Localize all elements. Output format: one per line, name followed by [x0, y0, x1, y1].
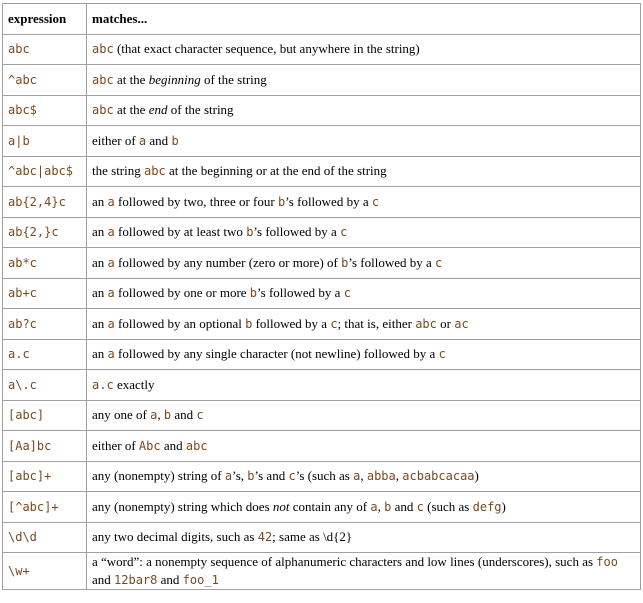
table-row	[3, 522, 641, 553]
header-expression: expression	[3, 4, 87, 35]
description-text: any (nonempty) string which does	[92, 498, 273, 514]
description-text: ’s followed by a	[348, 254, 435, 270]
regex-expression: [^abc]+	[8, 499, 59, 514]
description-text: (such as	[423, 498, 473, 514]
regex-expression: ^abc|abc$	[8, 164, 74, 179]
code-fragment: c	[288, 469, 296, 484]
matches-cell	[87, 126, 641, 157]
table-row	[3, 95, 641, 126]
description-text: an	[92, 315, 108, 331]
table-row	[3, 248, 641, 279]
code-fragment: c	[340, 225, 348, 240]
code-fragment: 12bar8	[114, 573, 158, 587]
code-fragment: b	[245, 316, 253, 331]
matches-cell	[87, 400, 641, 431]
table-row	[3, 309, 641, 340]
table-row	[3, 34, 641, 65]
table-row	[3, 553, 641, 590]
description-text: )	[474, 468, 479, 484]
regex-expression: abc$	[8, 103, 37, 118]
description-text: any two decimal digits, such as	[92, 529, 258, 545]
regex-expression: [abc]+	[8, 469, 52, 484]
emphasis-text: beginning	[148, 71, 201, 87]
table-row	[3, 400, 641, 431]
table-row	[3, 461, 641, 492]
expression-cell	[3, 278, 87, 309]
description-text: an	[92, 193, 108, 209]
code-fragment: abc	[92, 103, 114, 118]
emphasis-text: not	[272, 498, 290, 514]
code-fragment: b	[247, 469, 255, 484]
regex-expression: \d\d	[8, 530, 37, 545]
code-fragment: abc	[144, 164, 166, 179]
description-text: any one of	[92, 407, 151, 423]
expression-cell	[3, 217, 87, 248]
regex-expression: a\.c	[8, 377, 37, 392]
code-fragment: abba	[366, 469, 396, 484]
code-fragment: c	[371, 194, 380, 209]
description-text: (that exact character sequence, but anywhere in the string)	[113, 41, 420, 57]
regex-expression: ab{2,}c	[8, 225, 59, 240]
expression-cell	[3, 95, 87, 126]
code-fragment: b	[341, 255, 349, 270]
matches-cell	[87, 156, 641, 187]
matches-cell	[87, 217, 641, 248]
code-fragment: abc	[185, 438, 208, 453]
code-fragment: c	[438, 347, 446, 362]
table-row	[3, 339, 641, 370]
matches-cell	[87, 522, 641, 553]
code-fragment: b	[246, 225, 254, 240]
description-text: an	[92, 285, 108, 301]
matches-cell	[87, 370, 641, 401]
description-text: and	[171, 407, 197, 423]
code-fragment: b	[171, 133, 179, 148]
regex-expression: ab?c	[8, 316, 37, 331]
description-text: ; same as \d{2}	[272, 529, 353, 545]
matches-cell	[87, 187, 641, 218]
code-fragment: abc	[415, 316, 437, 331]
regex-expression: [abc]	[8, 408, 45, 423]
code-fragment: a	[370, 499, 378, 514]
regex-expression: ab{2,4}c	[8, 194, 66, 209]
expression-cell	[3, 431, 87, 462]
description-text: of the string	[167, 102, 234, 118]
table-row	[3, 126, 641, 157]
matches-cell	[87, 248, 641, 279]
regex-expression: a|b	[8, 133, 30, 148]
code-fragment: a	[107, 194, 115, 209]
description-text: ,	[395, 468, 403, 484]
code-fragment: a	[107, 316, 115, 331]
header-matches: matches...	[87, 4, 641, 35]
matches-cell	[87, 339, 641, 370]
regex-expression: [Aa]bc	[8, 438, 52, 453]
description-text: and	[146, 132, 172, 148]
description-text: ,	[157, 407, 164, 423]
matches-cell	[87, 65, 641, 96]
description-text: or	[436, 315, 455, 331]
description-text: and	[92, 572, 115, 587]
code-fragment: foo_1	[182, 573, 219, 587]
description-text: and	[160, 437, 186, 453]
code-fragment: defg	[472, 499, 502, 514]
description-text: followed by an optional	[114, 315, 246, 331]
regex-expression: ab*c	[8, 255, 37, 270]
description-text: ,	[360, 468, 367, 484]
regex-expression: abc	[8, 42, 30, 57]
table-row	[3, 187, 641, 218]
code-fragment: b	[163, 408, 172, 423]
description-text: exactly	[113, 376, 155, 392]
code-fragment: a	[107, 255, 115, 270]
code-fragment: b	[249, 286, 258, 301]
expression-cell	[3, 370, 87, 401]
code-fragment: abc	[92, 72, 114, 87]
description-text: followed by two, three or four	[114, 193, 278, 209]
table-row	[3, 492, 641, 523]
regex-reference-table	[2, 3, 641, 590]
code-fragment: a	[107, 286, 115, 301]
table-row	[3, 370, 641, 401]
description-text: an	[92, 254, 108, 270]
code-fragment: c	[416, 499, 424, 514]
description-text: either of	[92, 132, 139, 148]
expression-cell	[3, 339, 87, 370]
code-fragment: c	[196, 408, 204, 423]
table-header-row	[3, 4, 641, 35]
code-fragment: foo	[596, 555, 618, 569]
description-text: followed by any number (zero or more) of	[114, 254, 342, 270]
description-text: ’s followed by a	[253, 224, 341, 240]
code-fragment: a.c	[92, 377, 114, 392]
description-text: followed by a	[252, 315, 331, 331]
description-text: at the beginning or at the end of the string	[165, 163, 387, 179]
expression-cell	[3, 126, 87, 157]
code-fragment: b	[277, 194, 286, 209]
description-text: an	[92, 224, 108, 240]
description-text: at the	[113, 71, 149, 87]
matches-cell	[87, 461, 641, 492]
expression-cell	[3, 553, 87, 590]
description-text: of the string	[200, 71, 267, 87]
code-fragment: Abc	[138, 438, 161, 453]
matches-cell	[87, 95, 641, 126]
table-row	[3, 278, 641, 309]
code-fragment: a	[107, 225, 115, 240]
matches-cell	[87, 492, 641, 523]
table-row	[3, 65, 641, 96]
expression-cell	[3, 248, 87, 279]
table-row	[3, 431, 641, 462]
matches-cell	[87, 431, 641, 462]
description-text: any (nonempty) string of	[92, 468, 225, 484]
regex-expression: \w+	[8, 564, 30, 578]
code-fragment: abc	[92, 42, 114, 57]
expression-cell	[3, 309, 87, 340]
description-text: the string	[92, 163, 144, 179]
code-fragment: a	[138, 133, 147, 148]
description-text: a “word”: a nonempty sequence of alphanumeric characters and low lines (underscores), such as	[92, 554, 597, 569]
code-fragment: b	[384, 499, 392, 514]
expression-cell	[3, 522, 87, 553]
expression-cell	[3, 34, 87, 65]
description-text: )	[501, 498, 506, 514]
code-fragment: a	[150, 408, 158, 423]
regex-expression: ab+c	[8, 286, 37, 301]
description-text: followed by any single character (not newline) followed by a	[114, 346, 439, 362]
emphasis-text: end	[148, 102, 168, 118]
code-fragment: acbabcacaa	[402, 469, 475, 484]
code-fragment: a	[107, 347, 115, 362]
description-text: ’s followed by a	[285, 193, 372, 209]
expression-cell	[3, 187, 87, 218]
description-text: ’s,	[232, 468, 248, 484]
description-text: either of	[92, 437, 139, 453]
expression-cell	[3, 400, 87, 431]
matches-cell	[87, 34, 641, 65]
code-fragment: c	[330, 316, 338, 331]
description-text: and	[391, 498, 417, 514]
description-text: contain any of	[289, 498, 371, 514]
code-fragment: a	[353, 469, 361, 484]
regex-expression: ^abc	[8, 72, 37, 87]
description-text: ’s followed by a	[257, 285, 344, 301]
description-text: at the	[113, 102, 149, 118]
code-fragment: c	[435, 255, 443, 270]
expression-cell	[3, 156, 87, 187]
description-text: and	[157, 572, 183, 587]
expression-cell	[3, 461, 87, 492]
matches-cell	[87, 309, 641, 340]
table-row	[3, 217, 641, 248]
matches-cell	[87, 553, 641, 590]
code-fragment: 42	[257, 530, 273, 545]
description-text: ’s (such as	[295, 468, 354, 484]
code-fragment: a	[224, 469, 233, 484]
matches-cell	[87, 278, 641, 309]
description-text: followed by at least two	[114, 224, 247, 240]
description-text: ,	[377, 498, 385, 514]
regex-expression: a.c	[8, 347, 30, 362]
expression-cell	[3, 492, 87, 523]
description-text: ’s and	[254, 468, 289, 484]
description-text: ; that is, either	[337, 315, 416, 331]
description-text: an	[92, 346, 108, 362]
table-row	[3, 156, 641, 187]
expression-cell	[3, 65, 87, 96]
description-text: followed by one or more	[114, 285, 250, 301]
code-fragment: c	[343, 286, 351, 301]
code-fragment: ac	[454, 316, 469, 331]
